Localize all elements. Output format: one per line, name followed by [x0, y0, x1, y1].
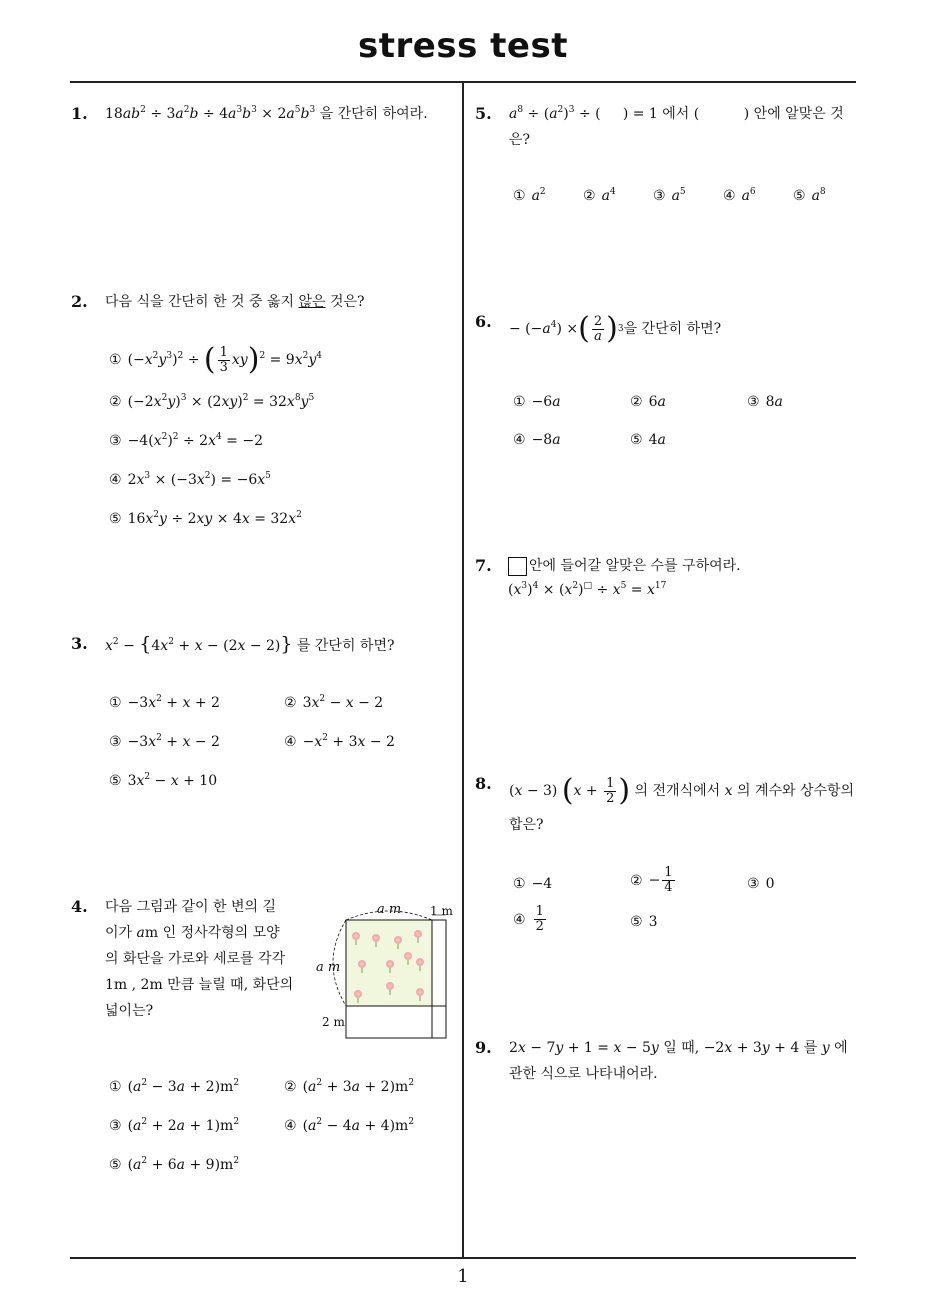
question-9-text: 2x − 7y + 1 = x − 5y 일 때, −2x + 3y + 4 를 y 에 관한 식으로 나타내어라.: [509, 1040, 848, 1082]
question-6-choice-4[interactable]: ④ −8a: [513, 432, 561, 448]
question-6-choice-2[interactable]: ② 6a: [630, 394, 666, 410]
question-4-text: 다음 그림과 같이 한 변의 길 이가 am 인 정사각형의 모양 의 화단을 가로와 세로를 각각 1m , 2m 만큼 늘릴 때, 화단의 넓이는?: [105, 899, 294, 1019]
question-4-number: 4.: [71, 897, 88, 916]
figure-label-left: a m: [316, 960, 341, 975]
question-5-number: 5.: [475, 104, 492, 123]
question-2-text: 다음 식을 간단히 한 것 중 옳지 않은 것은?: [105, 294, 365, 310]
page-title: stress test: [358, 26, 568, 66]
question-8-choice-3[interactable]: ③ 0: [747, 876, 775, 892]
question-3-text: $x^2 - \{4x^2 + x - (2x - 2)\}$ 를 간단히 하면?: [105, 633, 395, 655]
question-6-number: 6.: [475, 312, 492, 331]
question-4-choice-1[interactable]: ① $(a^2 - 3a + 2)m^2$: [109, 1078, 240, 1095]
question-2-choice-2[interactable]: ② $(-2x^2y)^3 \times (2xy)^2 = 32x^8y^5$: [109, 393, 315, 410]
question-2-choice-3[interactable]: ③ $-4(x^2)^2 \div 2x^4 = -2$: [109, 432, 263, 449]
question-1-number: 1.: [71, 104, 88, 123]
question-6-choice-1[interactable]: ① −6a: [513, 394, 561, 410]
question-3-choice-2[interactable]: ② $3x^2 - x - 2$: [284, 694, 384, 711]
question-2-choice-5[interactable]: ⑤ $16x^2y \div 2xy \times 4x = 32x^2$: [109, 510, 302, 527]
column-divider: [462, 82, 464, 1258]
question-3-choice-3[interactable]: ③ $-3x^2 + x - 2$: [109, 733, 220, 750]
question-1-text: $18ab^2 \div 3a^2b \div 4a^3b^3 \times 2a^5b^3$ 을 간단히 하여라.: [105, 105, 428, 122]
question-6-text: − $(-a^4)$ × ( $\frac{2}{a}$ ) 3 을 간단히 하면?: [509, 311, 722, 346]
question-7-number: 7.: [475, 556, 492, 575]
question-2-choice-4[interactable]: ④ $2x^3 \times (-3x^2) = -6x^5$: [109, 471, 271, 488]
emphasis-underline: 않은: [298, 294, 326, 310]
figure-label-bottom: 2 m: [322, 1015, 345, 1029]
question-4-choice-2[interactable]: ② $(a^2 + 3a + 2)m^2$: [284, 1078, 415, 1095]
question-5-choice-4[interactable]: ④ $a^6$: [723, 187, 756, 204]
figure-label-top: a m: [377, 902, 402, 917]
question-2-number: 2.: [71, 292, 88, 311]
figure-label-right: 1 m: [430, 904, 453, 918]
question-9-number: 9.: [475, 1038, 492, 1057]
question-7-text: 안에 들어갈 알맞은 수를 구하여라. $(x^3)^4 \times (x^2)^□ \div x^5 = x^{17}$: [508, 558, 741, 598]
question-3-choice-5[interactable]: ⑤ $3x^2 - x + 10$: [109, 772, 218, 789]
question-8-number: 8.: [475, 774, 492, 793]
question-8-choice-5[interactable]: ⑤ 3: [630, 914, 658, 930]
question-8-choice-1[interactable]: ① −4: [513, 876, 553, 892]
question-8-text: (x − 3) ( x + $\frac{1}{2}$ ) 의 전개식에서 x 의 계수와 상수항의 합은?: [509, 773, 855, 833]
footer-rule: [70, 1257, 856, 1259]
question-8-choice-4[interactable]: ④ $\frac{1}{2}$: [513, 904, 544, 934]
question-5-choice-1[interactable]: ① $a^2$: [513, 187, 546, 204]
question-6-choice-3[interactable]: ③ 8a: [747, 394, 783, 410]
question-3-number: 3.: [71, 634, 88, 653]
question-8-choice-2[interactable]: ② − $\frac{1}{4}$: [630, 865, 673, 895]
question-3-choice-1[interactable]: ① $-3x^2 + x + 2$: [109, 694, 220, 711]
page-number: 1: [457, 1266, 469, 1287]
question-4-choice-5[interactable]: ⑤ $(a^2 + 6a + 9)m^2$: [109, 1156, 240, 1173]
question-6-choice-5[interactable]: ⑤ 4a: [630, 432, 666, 448]
question-4-choice-3[interactable]: ③ $(a^2 + 2a + 1)m^2$: [109, 1117, 240, 1134]
question-3-choice-4[interactable]: ④ $-x^2 + 3x - 2$: [284, 733, 395, 750]
question-2-choice-1[interactable]: ① $(-x^2y^3)^2$ ÷ ( $\frac{1}{3}$ $xy)^2 = 9x^2y^4$: [109, 342, 323, 377]
question-5-choice-3[interactable]: ③ $a^5$: [653, 187, 686, 204]
question-5-choice-2[interactable]: ② $a^4$: [583, 187, 616, 204]
question-5-choice-5[interactable]: ⑤ $a^8$: [793, 187, 826, 204]
question-5-text: $a^8 \div (a^2)^3$ ÷ ( ) = 1 에서 ( ) 안에 알맞은 것 은?: [509, 105, 844, 148]
question-4-choice-4[interactable]: ④ $(a^2 - 4a + 4)m^2$: [284, 1117, 415, 1134]
answer-box: [508, 557, 527, 576]
question-1-label: 을 간단히 하여라.: [319, 106, 428, 122]
